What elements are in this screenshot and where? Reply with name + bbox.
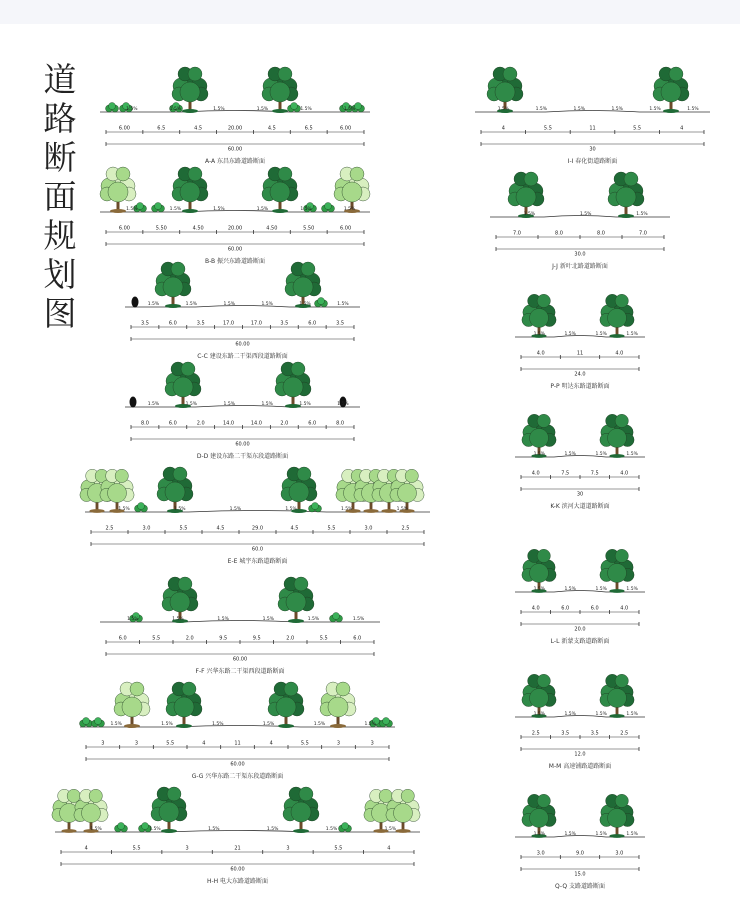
section-pp: [515, 285, 645, 390]
slope-label: 1.5%: [256, 207, 269, 212]
slope-label: 1.5%: [261, 302, 273, 307]
dimension-label: 5.5: [334, 845, 343, 852]
slope-label: 1.5%: [533, 712, 546, 717]
slope-label: 1.5%: [149, 827, 161, 832]
slope-label: 1.5%: [285, 507, 297, 512]
slope-label: 1.5%: [325, 827, 338, 832]
dimension-label: 6.0: [118, 635, 127, 642]
dimension-label: 6.0: [308, 320, 317, 327]
dimension-label: 21: [234, 845, 241, 852]
slope-label: 1.5%: [595, 587, 607, 592]
dimension-label: 5.5: [633, 125, 642, 132]
dimension-label: 7.5: [561, 470, 570, 477]
total-width-label: 60.0: [251, 546, 264, 553]
dimension-label: 5.50: [303, 225, 315, 232]
slope-label: 1.5%: [564, 452, 576, 457]
total-width-label: 60.00: [227, 246, 243, 253]
slope-label: 1.5%: [213, 207, 225, 212]
dimension-label: 3.5: [140, 320, 149, 327]
slope-label: 1.5%: [626, 712, 638, 717]
shrub-icon: [80, 718, 93, 728]
shrub-icon: [115, 823, 128, 833]
dimension-label: 9.5: [219, 635, 228, 642]
slope-label: 1.5%: [118, 507, 130, 512]
dimension-label: 2.5: [401, 525, 410, 532]
slope-label: 1.5%: [126, 207, 138, 212]
section-caption: Q-Q 支路道路断面: [555, 883, 605, 890]
shrub-icon: [339, 823, 352, 833]
slope-label: 1.5%: [337, 402, 349, 407]
dimension-label: 3.5: [196, 320, 205, 327]
slope-label: 1.5%: [535, 107, 548, 112]
shrub-icon: [152, 203, 165, 213]
section-drawing: [515, 665, 645, 775]
slope-label: 1.5%: [533, 332, 546, 337]
dimension-label: 17.0: [250, 320, 263, 327]
dimension-label: 4: [387, 845, 391, 852]
dimension-label: 9.0: [576, 850, 584, 857]
slope-label: 1.5%: [626, 452, 638, 457]
slope-label: 1.5%: [266, 827, 279, 832]
section-bb: [100, 160, 370, 265]
slope-label: 1.5%: [340, 507, 353, 512]
dimension-label: 4: [84, 845, 88, 852]
dimension-label: 11: [234, 740, 241, 747]
slope-label: 1.5%: [169, 107, 182, 112]
dimension-label: 3.5: [280, 320, 289, 327]
dimension-label: 2.5: [105, 525, 114, 532]
title-char: 图: [43, 294, 77, 333]
section-caption: F-F 兴华东路二干渠西段道路断面: [195, 668, 285, 675]
slope-label: 1.5%: [564, 832, 576, 837]
dimension-label: 4.0: [615, 350, 624, 357]
slope-label: 1.5%: [299, 302, 311, 307]
shrub-icon: [288, 103, 301, 113]
shrub-icon: [130, 397, 137, 408]
dimension-label: 8.0: [555, 230, 563, 237]
section-drawing: [85, 460, 430, 570]
slope-label: 1.5%: [626, 332, 638, 337]
dimension-label: 4: [501, 125, 505, 132]
dimension-label: 17.0: [222, 320, 235, 327]
dimension-label: 6.5: [304, 125, 313, 132]
section-qq: [515, 785, 645, 890]
section-drawing: [55, 780, 420, 890]
section-ii: [475, 60, 710, 165]
slope-label: 1.5%: [396, 507, 409, 512]
total-width-label: 60.00: [232, 656, 248, 663]
total-width-label: 60.00: [230, 866, 245, 873]
slope-label: 1.5%: [595, 832, 607, 837]
dimension-label: 8.0: [336, 420, 345, 427]
dimension-label: 6.0: [590, 605, 599, 612]
dimension-label: 4.0: [531, 470, 540, 477]
slope-label: 1.5%: [213, 107, 225, 112]
section-caption: K-K 滨河大道道路断面: [550, 503, 610, 510]
slope-label: 1.5%: [229, 507, 242, 512]
dimension-label: 6.0: [168, 420, 177, 427]
slope-label: 1.5%: [595, 452, 607, 457]
slope-label: 1.5%: [352, 617, 365, 622]
section-drawing: [125, 355, 360, 460]
slope-label: 1.5%: [185, 302, 198, 307]
section-caption: M-M 高速铺路道路断面: [548, 763, 612, 770]
slope-label: 1.5%: [564, 332, 576, 337]
tree-light-icon: [320, 682, 356, 728]
dimension-label: 11: [589, 125, 596, 132]
total-width-label: 20.0: [574, 626, 586, 633]
dimension-label: 14.0: [250, 420, 263, 427]
dimension-label: 9.5: [252, 635, 261, 642]
slope-label: 1.5%: [649, 107, 661, 112]
slope-label: 1.5%: [262, 722, 275, 727]
slope-label: 1.5%: [185, 402, 198, 407]
section-drawing: [490, 165, 670, 270]
slope-label: 1.5%: [636, 212, 648, 217]
slope-label: 1.5%: [212, 722, 224, 727]
dimension-label: 5.5: [300, 740, 309, 747]
dimension-label: 6.00: [118, 225, 130, 232]
dimension-label: 3.0: [615, 850, 624, 857]
total-width-label: 60.00: [227, 146, 243, 153]
dimension-label: 4.5: [290, 525, 299, 532]
slope-label: 1.5%: [595, 332, 607, 337]
dimension-label: 6.0: [308, 420, 317, 427]
dimension-label: 4.5: [194, 125, 203, 132]
dimension-label: 20.00: [227, 125, 243, 132]
slope-label: 1.5%: [208, 827, 220, 832]
section-caption: D-D 建设东路二干渠东段道路断面: [196, 453, 289, 460]
total-width-label: 24.0: [574, 371, 586, 378]
slope-label: 1.5%: [127, 617, 139, 622]
dimension-label: 3: [101, 740, 105, 747]
dimension-label: 4.5: [267, 125, 276, 132]
slope-label: 1.5%: [573, 107, 585, 112]
title-char: 断: [43, 138, 77, 177]
slope-label: 1.5%: [626, 832, 638, 837]
dimension-label: 7.0: [639, 230, 647, 237]
dimension-label: 3: [370, 740, 374, 747]
section-jj: [490, 165, 670, 270]
dimension-label: 7.0: [513, 230, 521, 237]
slope-label: 1.5%: [174, 507, 186, 512]
dimension-label: 4.50: [266, 225, 278, 232]
slope-label: 1.5%: [533, 587, 546, 592]
dimension-label: 5.50: [155, 225, 167, 232]
section-hh: [55, 780, 420, 890]
slope-label: 1.5%: [564, 587, 576, 592]
dimension-label: 4.0: [620, 470, 629, 477]
dimension-label: 2.5: [620, 730, 629, 737]
total-width-label: 60.00: [230, 761, 245, 768]
ground-line: [55, 831, 420, 833]
title-char: 划: [43, 255, 77, 294]
dimension-label: 7.5: [590, 470, 599, 477]
dimension-label: 6.0: [168, 320, 177, 327]
dimension-label: 29.0: [251, 525, 264, 532]
dimension-label: 4: [269, 740, 273, 747]
section-kk: [515, 405, 645, 510]
section-drawing: [100, 570, 380, 675]
dimension-label: 3.0: [364, 525, 373, 532]
slope-label: 1.5%: [217, 617, 229, 622]
dimension-label: 5.5: [327, 525, 336, 532]
total-width-label: 30: [576, 491, 584, 498]
dimension-label: 4.0: [536, 350, 545, 357]
section-ff: [100, 570, 380, 675]
slope-label: 1.5%: [223, 402, 235, 407]
shrub-icon: [322, 203, 335, 213]
slope-label: 1.5%: [90, 827, 102, 832]
title-char: 路: [43, 99, 77, 138]
dimension-label: 20.00: [227, 225, 243, 232]
dimension-label: 5.5: [179, 525, 188, 532]
shrub-icon: [330, 613, 343, 623]
slope-label: 1.5%: [147, 402, 160, 407]
ground-line: [125, 406, 360, 408]
section-caption: E-E 城宇东路道路断面: [227, 558, 288, 565]
dimension-label: 5.5: [543, 125, 552, 132]
shrub-icon: [380, 718, 393, 728]
section-ee: [85, 460, 430, 570]
slope-label: 1.5%: [580, 212, 592, 217]
dimension-label: 14.0: [222, 420, 235, 427]
slope-label: 1.5%: [313, 722, 326, 727]
dimension-label: 3: [134, 740, 139, 747]
dimension-label: 5.5: [166, 740, 175, 747]
section-drawing: [515, 785, 645, 890]
slope-label: 1.5%: [300, 207, 312, 212]
dimension-label: 8.0: [140, 420, 149, 427]
dimension-label: 3.0: [536, 850, 545, 857]
slope-label: 1.5%: [626, 587, 638, 592]
title-char: 道: [43, 60, 77, 99]
slope-label: 1.5%: [343, 107, 356, 112]
section-drawing: [515, 405, 645, 510]
slope-label: 1.5%: [523, 212, 536, 217]
section-drawing: [80, 675, 395, 785]
shrub-icon: [309, 503, 322, 513]
section-gg: [80, 675, 395, 785]
section-caption: A-A 东昌东路道路断面: [204, 158, 266, 165]
total-width-label: 30.0: [574, 251, 586, 258]
dimension-label: 3.0: [142, 525, 151, 532]
slope-label: 1.5%: [110, 722, 122, 727]
dimension-label: 2.0: [196, 420, 205, 427]
slope-label: 1.5%: [262, 617, 275, 622]
slope-label: 1.5%: [126, 107, 138, 112]
shrub-icon: [106, 103, 119, 113]
shrub-icon: [315, 298, 328, 308]
dimension-label: 6.00: [340, 125, 352, 132]
dimension-label: 4: [202, 740, 206, 747]
section-caption: P-P 明达东路道路断面: [550, 383, 610, 390]
dimension-label: 2.0: [185, 635, 194, 642]
section-drawing: [515, 540, 645, 650]
slope-label: 1.5%: [172, 617, 184, 622]
slope-label: 1.5%: [223, 302, 235, 307]
dimension-label: 3.5: [336, 320, 345, 327]
dimension-label: 3: [185, 845, 189, 852]
dimension-label: 8.0: [597, 230, 605, 237]
top-band: [0, 0, 740, 24]
section-caption: G-G 兴华东路二干渠东段道路断面: [191, 773, 284, 780]
dimension-label: 4.50: [192, 225, 204, 232]
shrub-icon: [132, 297, 139, 308]
dimension-label: 5.5: [152, 635, 161, 642]
dimension-label: 6.0: [561, 605, 570, 612]
dimension-label: 6.5: [157, 125, 166, 132]
section-caption: H-H 电大东路道路断面: [206, 878, 269, 885]
section-aa: [100, 60, 370, 165]
slope-label: 1.5%: [147, 302, 160, 307]
slope-label: 1.5%: [533, 452, 546, 457]
dimension-label: 4.5: [216, 525, 225, 532]
section-ll: [515, 540, 645, 650]
title-char: 规: [43, 216, 77, 255]
dimension-label: 4: [680, 125, 684, 132]
total-width-label: 15.0: [574, 871, 586, 878]
slope-label: 1.5%: [300, 107, 312, 112]
slope-label: 1.5%: [364, 722, 376, 727]
slope-label: 1.5%: [384, 827, 397, 832]
dimension-label: 5.5: [132, 845, 141, 852]
section-caption: J-J 新叶北路道路断面: [552, 263, 608, 270]
dimension-label: 6.0: [353, 635, 362, 642]
slope-label: 1.5%: [169, 207, 182, 212]
slope-label: 1.5%: [337, 302, 349, 307]
total-width-label: 30: [589, 146, 596, 153]
dimension-label: 4.0: [620, 605, 629, 612]
section-drawing: [100, 160, 370, 265]
section-drawing: [125, 255, 360, 360]
section-caption: I-I 春化街道路断面: [567, 158, 618, 165]
total-width-label: 60.00: [235, 341, 250, 348]
section-caption: B-B 振兴东路道路断面: [204, 258, 266, 265]
slope-label: 1.5%: [307, 617, 320, 622]
dimension-label: 5.5: [319, 635, 328, 642]
slope-label: 1.5%: [497, 107, 510, 112]
dimension-label: 2.0: [280, 420, 289, 427]
shrub-icon: [135, 503, 148, 513]
slope-label: 1.5%: [611, 107, 623, 112]
dimension-label: 3: [286, 845, 290, 852]
title-char: 面: [43, 177, 77, 216]
section-cc: [125, 255, 360, 360]
section-caption: L-L 新蒙支路道路断面: [550, 638, 610, 645]
dimension-label: 4.0: [531, 605, 540, 612]
section-drawing: [515, 285, 645, 390]
ground-line: [100, 111, 370, 113]
slope-label: 1.5%: [256, 107, 269, 112]
section-drawing: [475, 60, 710, 160]
slope-label: 1.5%: [595, 712, 607, 717]
slope-label: 1.5%: [161, 722, 173, 727]
tree-dark-icon: [283, 787, 319, 833]
total-width-label: 12.0: [574, 751, 586, 758]
slope-label: 1.5%: [299, 402, 311, 407]
page-title: [40, 60, 80, 333]
dimension-label: 3: [336, 740, 341, 747]
section-dd: [125, 355, 360, 460]
section-caption: C-C 建设东路二干渠西段道路断面: [197, 353, 288, 360]
dimension-label: 2.5: [531, 730, 540, 737]
total-width-label: 60.00: [235, 441, 250, 448]
dimension-label: 6.00: [118, 125, 130, 132]
slope-label: 1.5%: [343, 207, 356, 212]
dimension-label: 6.00: [340, 225, 352, 232]
slope-label: 1.5%: [533, 832, 546, 837]
section-drawing: [100, 60, 370, 160]
shrub-icon: [92, 718, 105, 728]
slope-label: 1.5%: [564, 712, 576, 717]
slope-label: 1.5%: [687, 107, 699, 112]
dimension-label: 11: [576, 350, 584, 357]
dimension-label: 2.0: [286, 635, 295, 642]
dimension-label: 3.5: [561, 730, 570, 737]
dimension-label: 3.5: [590, 730, 599, 737]
slope-label: 1.5%: [261, 402, 273, 407]
section-mm: [515, 665, 645, 775]
